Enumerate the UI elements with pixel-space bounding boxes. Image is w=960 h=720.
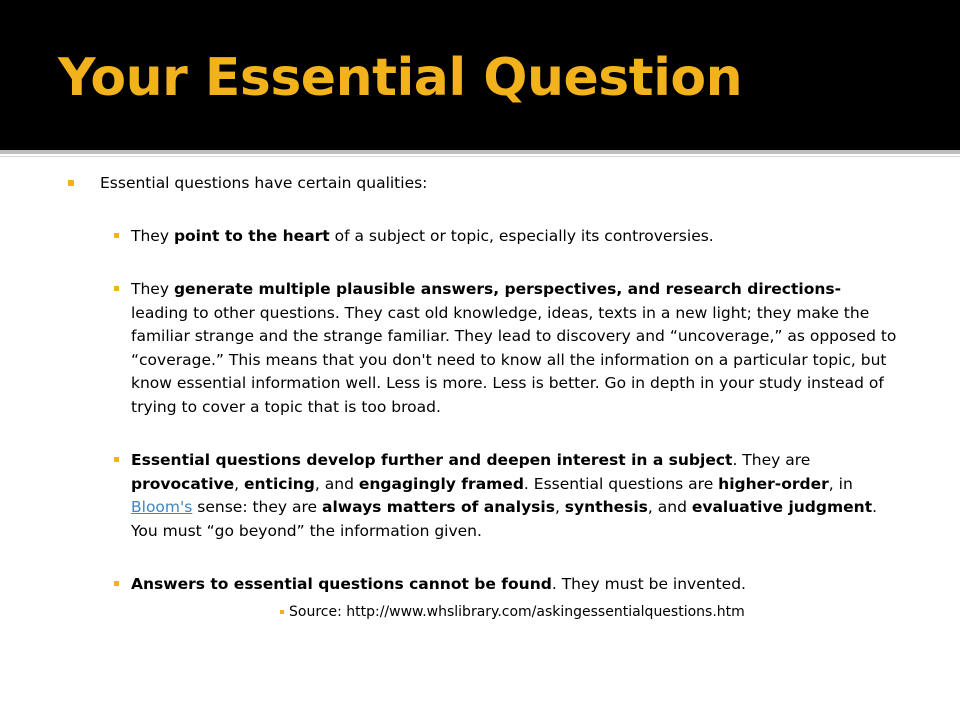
square-bullet-icon bbox=[280, 610, 284, 614]
bullet-point-answers-invented bbox=[0, 573, 960, 597]
slide-title: Your Essential Question bbox=[58, 48, 743, 108]
bullet-point-multiple-answers bbox=[0, 278, 960, 419]
bullet-point-deepen-interest bbox=[0, 449, 960, 543]
bullet-point-answers-invented-text: Answers to essential questions cannot be found. They must be invented. bbox=[131, 575, 746, 593]
square-bullet-icon bbox=[114, 457, 119, 462]
blooms-link[interactable]: Bloom's bbox=[131, 498, 193, 516]
square-bullet-icon bbox=[114, 581, 119, 586]
title-bar bbox=[0, 0, 960, 150]
square-bullet-icon bbox=[114, 286, 119, 291]
title-divider bbox=[0, 150, 960, 154]
square-bullet-icon bbox=[114, 233, 119, 238]
slide-body bbox=[0, 172, 960, 624]
square-bullet-icon bbox=[68, 180, 74, 186]
bullet-point-heart-text: They point to the heart of a subject or topic, especially its controversies. bbox=[131, 226, 714, 245]
title-divider-thin bbox=[0, 156, 960, 157]
bullet-intro bbox=[0, 172, 960, 196]
bullet-point-deepen-interest-text: Essential questions develop further and deepen interest in a subject. They are provocative, enticing, and engagingly framed. Essential questions are higher-order, in Bloom's sense: they are always matters of analysis, synthesis, and evaluative judgment. You must “go beyond” the information given. bbox=[131, 451, 878, 540]
bullet-intro-text: Essential questions have certain qualities: bbox=[100, 174, 428, 192]
bullet-point-multiple-answers-text: They generate multiple plausible answers, perspectives, and research directions- leading to other questions. They cast old knowledge, ideas, texts in a new light; they make the familiar strange and the strange familiar. They lead to discovery and “uncoverage,” as opposed to “coverage.” This means that you don't need to know all the information on a particular topic, but know essential information well. Less is more. Less is better. Go in depth in your study instead of trying to cover a topic that is too broad. bbox=[131, 280, 897, 416]
bullet-point-heart bbox=[0, 225, 960, 249]
source-citation bbox=[0, 601, 960, 625]
source-citation-text: Source: http://www.whslibrary.com/askingessentialquestions.htm bbox=[289, 603, 745, 620]
